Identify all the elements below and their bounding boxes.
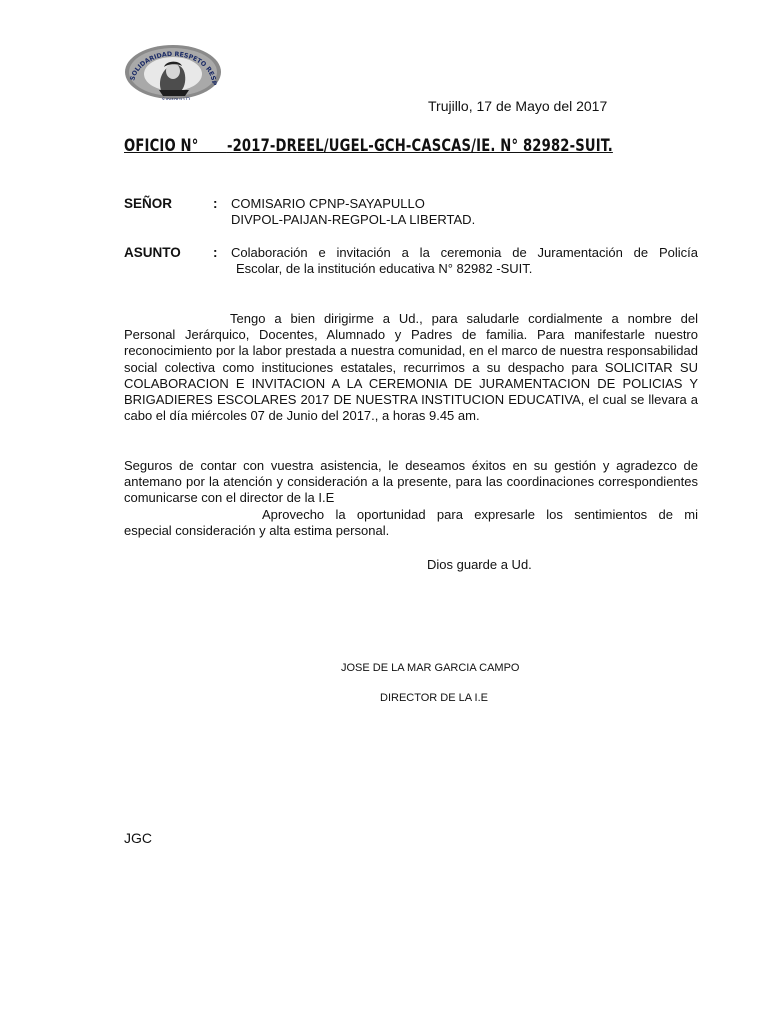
svg-text:SAYAPULLO: O	[185, 96, 191, 100]
subject-line-2: Escolar, de la institución educativa N° 82982 -SUIT.	[236, 261, 533, 276]
subject-colon: :	[213, 245, 218, 260]
svg-text:SOLIDARIDAD RESPETO RESPONSABI: SOLIDARIDAD RESPETO RESP	[129, 50, 218, 86]
recipient-line-2: DIVPOL-PAIJAN-REGPOL-LA LIBERTAD.	[231, 212, 476, 227]
recipient-colon: :	[213, 196, 218, 211]
paragraph-1-opening: Tengo a bien dirigirme a Ud., para saludarle cordialmente a nombre del	[230, 311, 698, 326]
recipient-line-1: COMISARIO CPNP-SAYAPULLO	[231, 196, 425, 211]
date-line: Trujillo, 17 de Mayo del 2017	[428, 98, 608, 114]
author-initials: JGC	[124, 830, 152, 846]
oficio-number: -2017-DREEL/UGEL-GCH-CASCAS/IE. N° 82982-SUIT.	[226, 136, 613, 156]
body-paragraph-1	[124, 311, 698, 424]
school-seal-logo	[124, 44, 222, 100]
subject-line-1: Colaboración e invitación a la ceremonia de Juramentación de Policía	[231, 245, 698, 260]
paragraph-1-text: Personal Jerárquico, Docentes, Alumnado y Padres de familia. Para manifestarle nuestro reconocimiento por la labor prestada a nuestra comunidad, en el marco de nuestra responsabilidad social colectiva como instituciones estatales, recurrimos a su despacho para	[124, 327, 698, 375]
recipient-label: SEÑOR	[124, 196, 173, 211]
paragraph-1-request: SOLICITAR SU COLABORACION E INVITACION A LA CEREMONIA DE JURAMENTACION DE POLICIAS Y BRIGADIERES ESCOLARES 2017 DE NUESTRA INSTITUCION EDUCATIVA	[124, 359, 698, 408]
signer-name: JOSE DE LA MAR GARCIA CAMPO	[341, 662, 520, 674]
signer-title: DIRECTOR DE LA I.E	[380, 692, 488, 704]
document-reference-heading	[124, 136, 613, 156]
farewell-line: Dios guarde a Ud.	[427, 557, 532, 572]
oficio-label: OFICIO N°	[124, 136, 199, 156]
body-paragraph-2: Seguros de contar con vuestra asistencia, le deseamos éxitos en su gestión y agradezco de antemano por la atención y consideración a la presente, para las coordinaciones correspondientes comunicarse con el director de la I.E	[124, 458, 698, 506]
paragraph-1-details: , el cual se llevara a cabo el día miércoles 07 de Junio del 2017., a horas 9.45 am.	[124, 392, 698, 424]
paragraph-3-line-2: especial consideración y alta estima personal.	[124, 523, 390, 538]
subject-label: ASUNTO	[124, 245, 181, 260]
paragraph-3-line-1: Aprovecho la oportunidad para expresarle los sentimientos de mi	[262, 507, 698, 522]
